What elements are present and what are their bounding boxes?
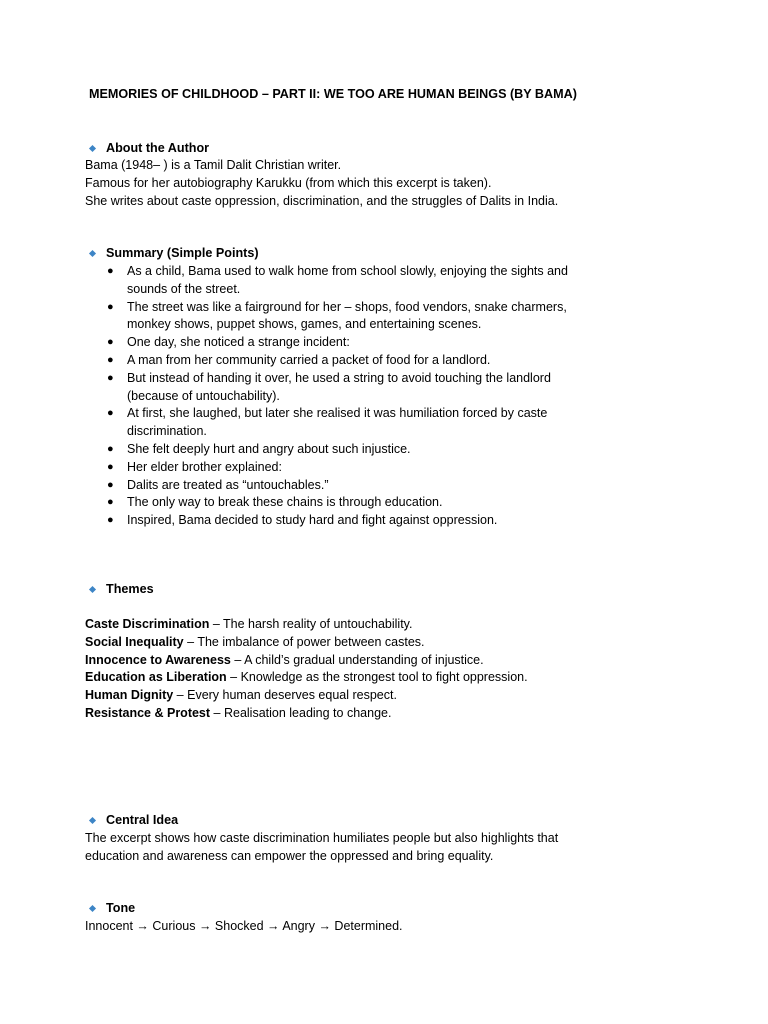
bullet-dot-icon: ● bbox=[107, 514, 114, 527]
bullet-dot-icon: ● bbox=[107, 460, 114, 473]
section-heading-central-idea bbox=[88, 813, 178, 827]
diamond-bullet-icon bbox=[89, 816, 96, 823]
central-idea-line: education and awareness can empower the oppressed and bring equality. bbox=[85, 849, 494, 863]
list-item: ● As a child, Bama used to walk home from school slowly, enjoying the sights and sounds of the street. bbox=[107, 264, 568, 296]
list-item: ● A man from her community carried a packet of food for a landlord. bbox=[105, 352, 605, 370]
about-line: Bama (1948– ) is a Tamil Dalit Christian writer. bbox=[85, 158, 342, 172]
page-title: MEMORIES OF CHILDHOOD – PART II: WE TOO ARE HUMAN BEINGS (BY BAMA) bbox=[89, 87, 577, 101]
section-heading-themes bbox=[88, 582, 154, 596]
tone-heading: Tone bbox=[106, 901, 136, 915]
bullet-dot-icon: ● bbox=[107, 478, 114, 491]
theme-item: Caste Discrimination – The harsh reality of untouchability. bbox=[85, 617, 413, 631]
theme-item: Human Dignity – Every human deserves equal respect. bbox=[85, 688, 397, 703]
tone-text: Innocent → Curious → Shocked → Angry → Determined. bbox=[85, 919, 403, 933]
list-item: ● Inspired, Bama decided to study hard and fight against oppression. bbox=[105, 512, 605, 530]
list-item: ● At first, she laughed, but later she realised it was humiliation forced by caste discrimination. bbox=[107, 406, 548, 439]
central-idea-line: The excerpt shows how caste discrimination humiliates people but also highlights that bbox=[85, 831, 559, 845]
themes-heading: Themes bbox=[106, 582, 154, 596]
bullet-dot-icon: ● bbox=[107, 336, 114, 349]
theme-item: Education as Liberation – Knowledge as the strongest tool to fight oppression. bbox=[85, 670, 528, 685]
bullet-dot-icon: ● bbox=[107, 371, 114, 384]
list-item: ● She felt deeply hurt and angry about such injustice. bbox=[105, 441, 605, 459]
theme-item: Social Inequality – The imbalance of power between castes. bbox=[85, 634, 425, 649]
diamond-bullet-icon bbox=[89, 144, 96, 151]
list-item: ● One day, she noticed a strange incident: bbox=[105, 334, 605, 352]
about-heading: About the Author bbox=[106, 141, 210, 155]
section-heading-tone bbox=[88, 901, 135, 915]
about-line: She writes about caste oppression, discrimination, and the struggles of Dalits in India. bbox=[85, 194, 559, 208]
bullet-dot-icon: ● bbox=[107, 353, 114, 366]
themes-list bbox=[85, 616, 528, 723]
bullet-dot-icon: ● bbox=[107, 442, 114, 455]
section-heading-summary bbox=[88, 246, 259, 260]
list-item: ● The only way to break these chains is through education. bbox=[105, 494, 605, 512]
about-line: Famous for her autobiography Karukku (from which this excerpt is taken). bbox=[85, 176, 492, 190]
diamond-bullet-icon bbox=[89, 904, 96, 911]
theme-item: Resistance & Protest – Realisation leading to change. bbox=[85, 705, 392, 720]
bullet-dot-icon: ● bbox=[107, 300, 114, 313]
bullet-dot-icon: ● bbox=[107, 265, 114, 277]
summary-list bbox=[105, 263, 605, 530]
bullet-dot-icon: ● bbox=[107, 496, 114, 509]
bullet-dot-icon: ● bbox=[107, 407, 114, 420]
summary-heading: Summary (Simple Points) bbox=[106, 246, 259, 260]
list-item: ● Dalits are treated as “untouchables.” bbox=[105, 477, 605, 495]
list-item: ● Her elder brother explained: bbox=[105, 459, 605, 477]
theme-item: Innocence to Awareness – A child’s gradual understanding of injustice. bbox=[85, 652, 484, 667]
list-item: ● The street was like a fairground for her – shops, food vendors, snake charmers, monkey shows, puppet shows, games, and entertaining scenes. bbox=[107, 299, 567, 332]
central-idea-heading: Central Idea bbox=[106, 813, 179, 827]
section-heading-about bbox=[88, 141, 209, 155]
list-item: ● But instead of handing it over, he used a string to avoid touching the landlord (because of untouchability). bbox=[107, 370, 551, 403]
diamond-bullet-icon bbox=[89, 249, 96, 256]
diamond-bullet-icon bbox=[89, 585, 96, 592]
